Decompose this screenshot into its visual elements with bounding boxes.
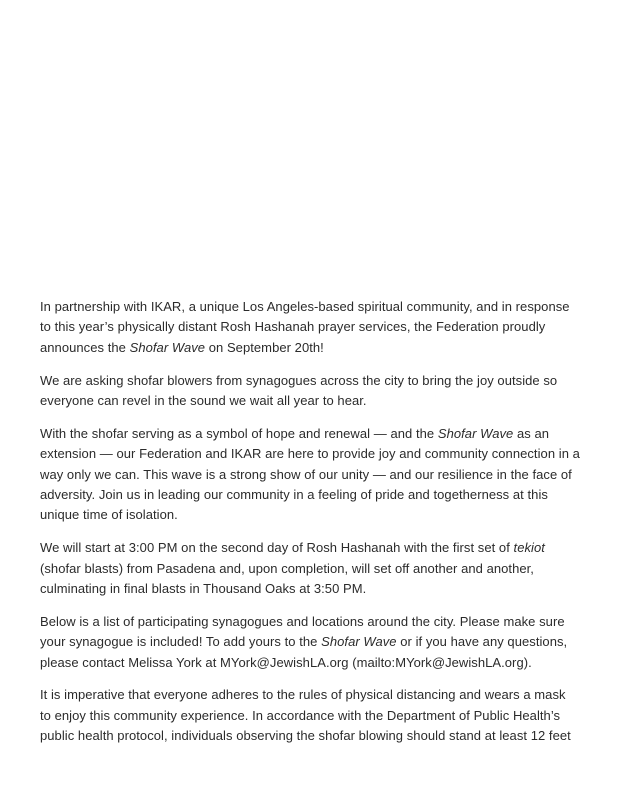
paragraph-symbol-of-hope [40,424,580,526]
paragraph-text: on September 20th! [205,339,324,355]
paragraph-text: as an extension — our Federation and IKAR are here to provide joy and community connection in a way only we can. This wave is a strong show of our unity — and our resilience in the face of adversity. Join us in leading our community in a feeling of pride and togetherness at this unique time of isolation. [40,425,580,523]
paragraph-participating-synagogues [40,612,580,673]
paragraph-schedule [40,538,580,599]
paragraph-text: In partnership with IKAR, a unique Los Angeles-based spiritual community, and in response to this year’s physically distant Rosh Hashanah prayer services, the Federation proudly announces the [40,299,570,355]
article-body [40,297,580,759]
paragraph-text: With the shofar serving as a symbol of hope and renewal — and the [40,425,438,441]
paragraph-shofar-blowers [40,371,580,412]
paragraph-partnership [40,297,580,358]
emphasis-shofar-wave: Shofar Wave [437,425,514,441]
paragraph-text: It is imperative that everyone adheres to the rules of physical distancing and wears a mask to enjoy this community experience. In accordance with the Department of Public Health’s public health protocol, individuals observing the shofar blowing should stand at least 12 feet [40,687,571,744]
paragraph-physical-distancing [40,685,580,746]
emphasis-tekiot: tekiot [513,540,545,556]
paragraph-text: We are asking shofar blowers from synagogues across the city to bring the joy outside so everyone can revel in the sound we wait all year to hear. [40,372,558,409]
paragraph-text: (shofar blasts) from Pasadena and, upon completion, will set off another and another, culminating in final blasts in Thousand Oaks at 3:50 PM. [40,560,534,597]
paragraph-text: Below is a list of participating synagogues and locations around the city. Please make sure your synagogue is included! To add yours to the [40,613,565,650]
emphasis-shofar-wave: Shofar Wave [321,634,397,650]
paragraph-text: We will start at 3:00 PM on the second day of Rosh Hashanah with the first set of [40,540,514,556]
paragraph-text: or if you have any questions, please contact Melissa York at MYork@JewishLA.org (mailto:MYork@JewishLA.org). [40,634,568,670]
emphasis-shofar-wave: Shofar Wave [129,339,206,355]
